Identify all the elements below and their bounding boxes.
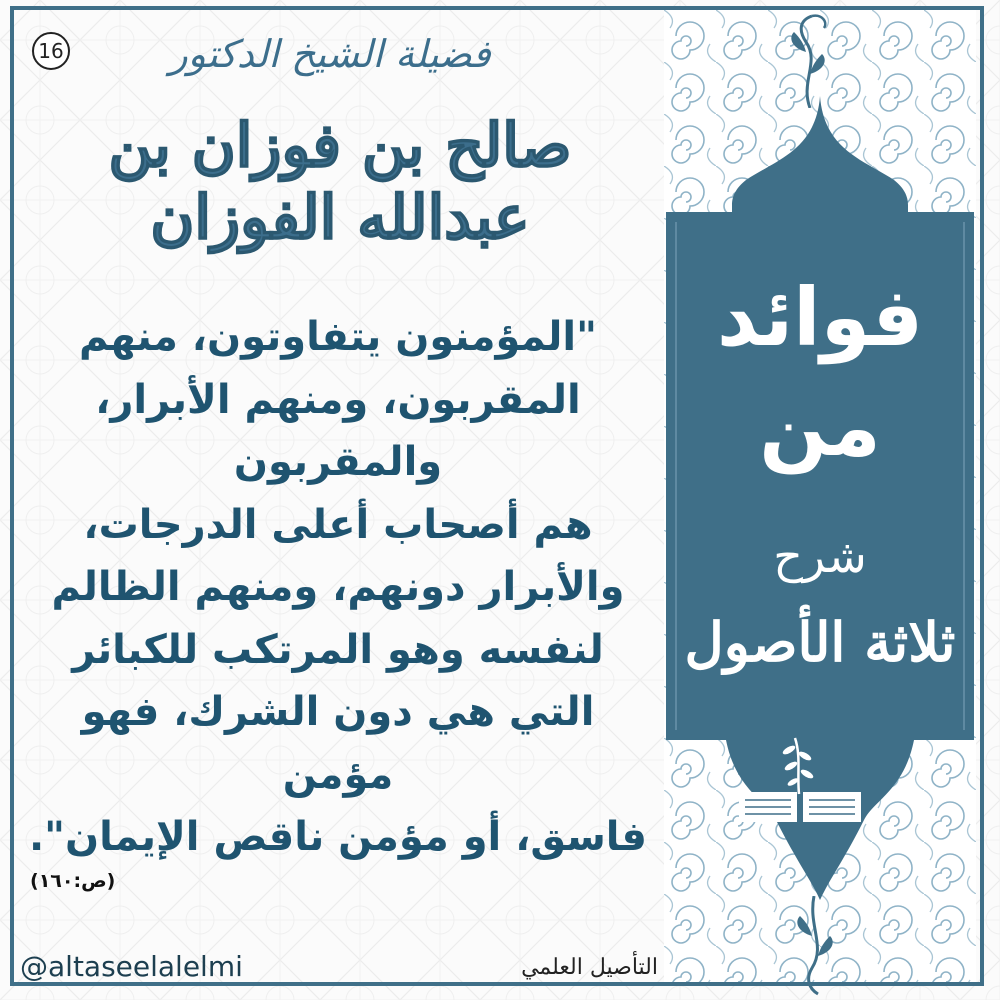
banner-title-line2: من [759,381,881,474]
quote-line: هم أصحاب أعلى الدرجات، [83,501,593,548]
banner-title-line1: فوائد [716,271,924,364]
open-book-icon [735,730,865,830]
olive-branch-icon [781,738,814,794]
quote-line: فاسق، أو مؤمن ناقص الإيمان". [28,814,647,860]
title-banner [666,0,974,1000]
floral-vine-icon [770,12,840,108]
brand-name: التأصيل العلمي [521,955,658,980]
quote-line: التي هي دون الشرك، فهو مؤمن [81,689,595,798]
page-reference: (ص:١٦٠) [30,870,116,892]
quote-text [28,306,648,869]
quote-line: المقربون، ومنهم الأبرار، والمقربون [95,376,581,485]
sheikh-name: صالح بن فوزان بن عبدالله الفوزان [108,111,572,253]
floral-vine-icon [778,896,848,996]
post-number-badge: 16 [32,32,70,70]
book-title: ثلاثة الأصول [684,610,956,674]
sheikh-title: فضيلة الشيخ الدكتور [169,32,491,76]
social-handle: @altaseelalelmi [20,950,243,983]
quote-line: لنفسه وهو المرتكب للكبائر [72,626,604,673]
quote-line: "المؤمنون يتفاوتون، منهم [79,314,597,360]
quote-line: والأبرار دونهم، ومنهم الظالم [51,564,625,610]
sharh-label: شرح [773,529,867,583]
